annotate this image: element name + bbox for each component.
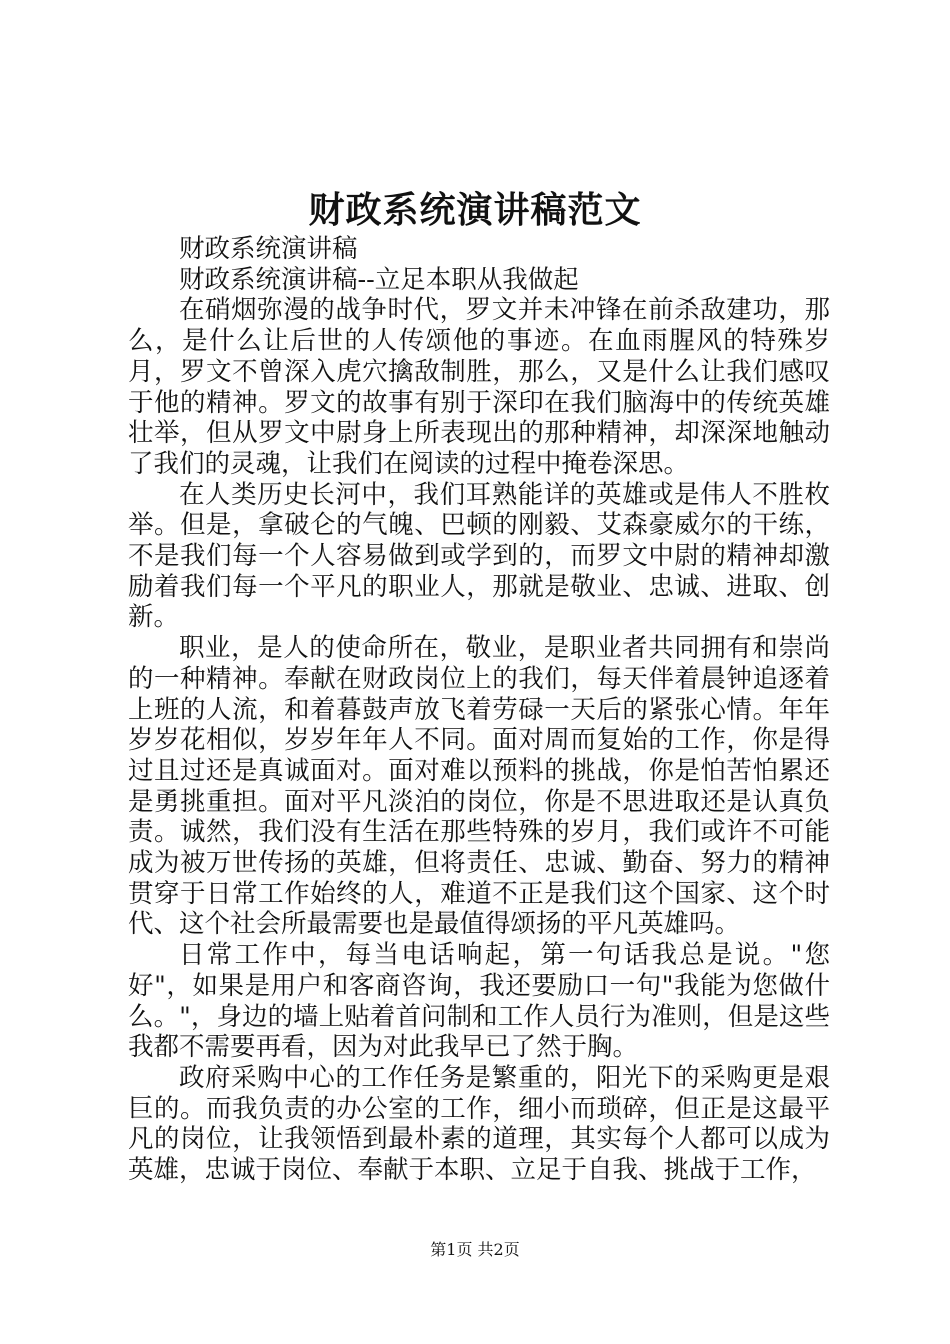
page-footer: 第1页 共2页	[430, 1240, 520, 1259]
paragraph-heading: 财政系统演讲稿--立足本职从我做起	[179, 264, 579, 295]
paragraph-subtitle: 财政系统演讲稿	[179, 234, 358, 264]
document-title: 财政系统演讲稿范文	[308, 189, 642, 231]
paragraph: 在人类历史长河中，我们耳熟能详的英雄或是伟人不胜枚举。但是，拿破仑的气魄、巴顿的刚毅、艾森豪威尔的干练，不是我们每一个人容易做到或学到的，而罗文中尉的精神却激励着我们每一个平凡的职业人，那就是敬业、忠诚、进取、创新。	[128, 479, 830, 633]
paragraph: 日常工作中，每当电话响起，第一句话我总是说。"您好"，如果是用户和客商咨询，我还要励口一句"我能为您做什么。"，身边的墙上贴着首问制和工作人员行为准则，但是这些我都不需要再看，因为对此我早已了然于胸。	[128, 940, 830, 1063]
paragraph: 在硝烟弥漫的战争时代，罗文并未冲锋在前杀敌建功，那么，是什么让后世的人传颂他的事迹。在血雨腥风的特殊岁月，罗文不曾深入虎穴擒敌制胜，那么，又是什么让我们感叹于他的精神。罗文的故事有别于深印在我们脑海中的传统英雄壮举，但从罗文中尉身上所表现出的那种精神，却深深地触动了我们的灵魂，让我们在阅读的过程中掩卷深思。	[128, 295, 830, 479]
document-body	[128, 234, 830, 1186]
paragraph: 职业，是人的使命所在，敬业，是职业者共同拥有和崇尚的一种精神。奉献在财政岗位上的我们，每天伴着晨钟追逐着上班的人流，和着暮鼓声放飞着劳碌一天后的紧张心情。年年岁岁花相似，岁岁年年人不同。面对周而复始的工作，你是得过且过还是真诚面对。面对难以预料的挑战，你是怕苦怕累还是勇挑重担。面对平凡淡泊的岗位，你是不思进取还是认真负责。诚然，我们没有生活在那些特殊的岁月，我们或许不可能成为被万世传扬的英雄，但将责任、忠诚、勤奋、努力的精神贯穿于日常工作始终的人，难道不正是我们这个国家、这个时代、这个社会所最需要也是最值得颂扬的平凡英雄吗。	[128, 633, 830, 940]
paragraph: 政府采购中心的工作任务是繁重的，阳光下的采购更是艰巨的。而我负责的办公室的工作，细小而琐碎，但正是这最平凡的岗位，让我领悟到最朴素的道理，其实每个人都可以成为英雄，忠诚于岗位、奉献于本职、立足于自我、挑战于工作，	[128, 1062, 830, 1186]
